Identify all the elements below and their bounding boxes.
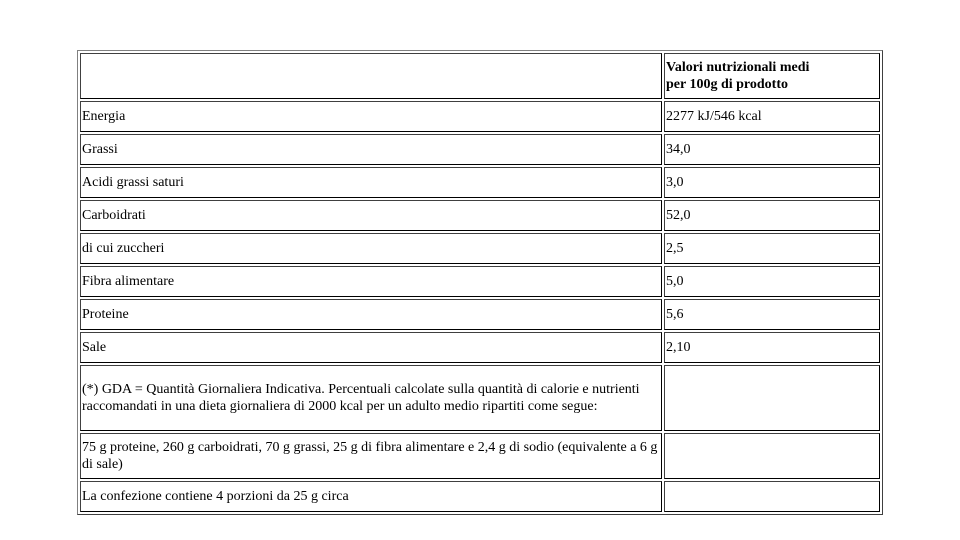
table-row: [80, 332, 880, 363]
nutrient-name: Proteine: [80, 299, 662, 330]
nutrient-value: 5,0: [664, 266, 880, 297]
table-row: [80, 200, 880, 231]
nutrient-value: 5,6: [664, 299, 880, 330]
nutrient-name: Fibra alimentare: [80, 266, 662, 297]
nutrient-name: Energia: [80, 101, 662, 132]
nutrient-value: 52,0: [664, 200, 880, 231]
table-row: [80, 134, 880, 165]
nutrient-value: 2277 kJ/546 kcal: [664, 101, 880, 132]
table-row: [80, 299, 880, 330]
portion-note-row: [80, 481, 880, 512]
gda-note-row: [80, 365, 880, 431]
nutrient-value: 3,0: [664, 167, 880, 198]
nutrition-table: [77, 50, 883, 515]
header-value-line2: per 100g di prodotto: [666, 77, 788, 92]
gda-breakdown-text: 75 g proteine, 260 g carboidrati, 70 g grassi, 25 g di fibra alimentare e 2,4 g di sodio (equivalente a 6 g di sale): [80, 433, 662, 479]
portion-note-text: La confezione contiene 4 porzioni da 25 g circa: [80, 481, 662, 512]
nutrient-name: Carboidrati: [80, 200, 662, 231]
nutrient-value: 2,5: [664, 233, 880, 264]
table-row: [80, 233, 880, 264]
nutrient-name: Sale: [80, 332, 662, 363]
nutrient-value: 34,0: [664, 134, 880, 165]
table-row: [80, 167, 880, 198]
gda-note-text: (*) GDA = Quantità Giornaliera Indicativa. Percentuali calcolate sulla quantità di calorie e nutrienti raccomandati in una dieta giornaliera di 2000 kcal per un adulto medio ripartiti come segue:: [80, 365, 662, 431]
portion-note-empty-cell: [664, 481, 880, 512]
gda-breakdown-empty-cell: [664, 433, 880, 479]
header-value-cell: [664, 53, 880, 99]
header-value-line1: Valori nutrizionali medi: [666, 60, 810, 75]
nutrient-name: Acidi grassi saturi: [80, 167, 662, 198]
nutrient-name: di cui zuccheri: [80, 233, 662, 264]
table-row: [80, 101, 880, 132]
header-empty-cell: [80, 53, 662, 99]
gda-breakdown-row: [80, 433, 880, 479]
nutrient-value: 2,10: [664, 332, 880, 363]
table-header-row: [80, 53, 880, 99]
nutrient-name: Grassi: [80, 134, 662, 165]
gda-note-empty-cell: [664, 365, 880, 431]
table-row: [80, 266, 880, 297]
